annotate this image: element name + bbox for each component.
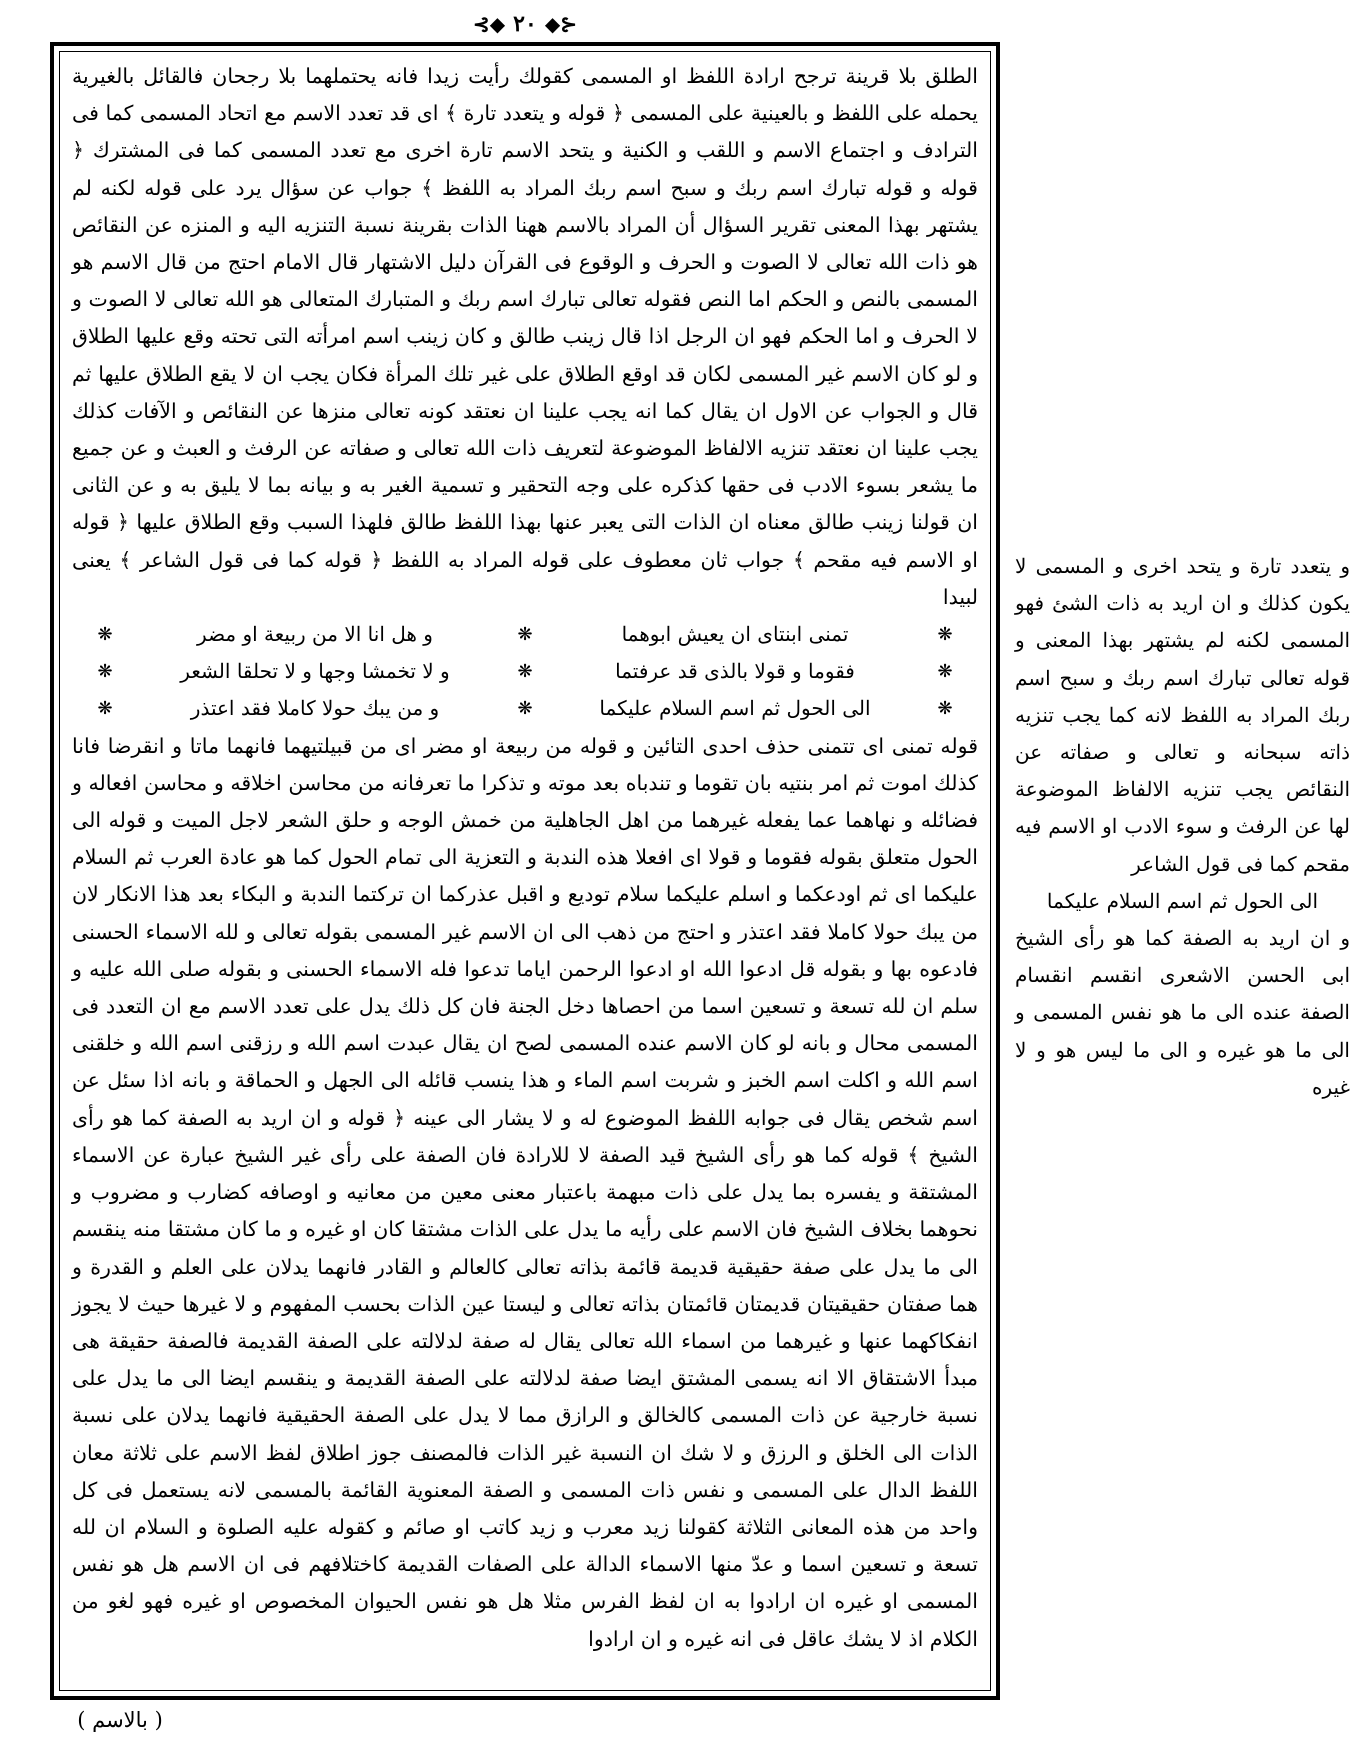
main-paragraph-2: قوله تمنى اى تتمنى حذف احدى التائين و قوله من ربيعة او مضر اى من قبيلتيهما فانهما ماتا و انقرضا فانا كذلك اموت ثم امر بنتيه بان تقوما و تندباه بعد موته و تذكرا ما تعرفانه من محاسن اخلاقه و محاسن افعاله و فضائله و نهاهما عما يفعله غيرهما من اهل الجاهلية من خمش الوجه و حلق الشعر لاجل الميت و قوله الى الحول متعلق بقوله فقوما و قولا اى افعلا هذه الندبة و التعزية الى تمام الحول كما هو عادة العرب ثم السلام عليكما اى ثم اودعكما و اسلم عليكما سلام توديع و اقبل عذركما ان تركتما الندبة و البكاء بعد هذا الانكار لان من يبك حولا كاملا فقد اعتذر و احتج من ذهب الى ان الاسم غير المسمى بقوله تعالى و لله الاسماء الحسنى فادعوه بها و بقوله قل ادعوا الله او ادعوا الرحمن اياما تدعوا فله الاسماء الحسنى و بقوله صلى الله عليه و سلم ان لله تسعة و تسعين اسما من احصاها دخل الجنة فان كل ذلك يدل على تعدد الاسم مع ان التعدد فى المسمى محال و بانه لو كان الاسم عنده المسمى لصح ان يقال عبدت اسم الله و رزقنى اسم الله و خلقنى اسم الله و اكلت اسم الخبز و شربت اسم الماء و هذا ينسب قائله الى الجهل و الحماقة و بانه اذا سئل عن اسم شخص يقال فى جوابه اللفظ الموضوع له و لا يشار الى عينه ﴿ قوله و ان اريد به الصفة كما هو رأى الشيخ ﴾ قوله كما هو رأى الشيخ قيد الصفة لا للارادة فان الصفة على رأى غير الشيخ عبارة عن الاسماء المشتقة و يفسره بما يدل على ذات مبهمة باعتبار معنى معين من معانيه و اوصافه كضارب و مضروب و نحوهما بخلاف الشيخ فان الاسم على رأيه ما يدل على الذات مشتقا كان او غيره و ما كان مشتقا منه ينقسم الى ما يدل على صفة حقيقية قديمة قائمة بذاته تعالى كالعالم و القادر فانهما يدلان على العلم و القدرة و هما صفتان حقيقيتان قديمتان قائمتان بذاته تعالى و ليستا عين الذات بحسب المفهوم و لا غيرها حيث لا يجوز انفكاكهما عنها و غيرهما من اسماء الله تعالى يقال له صفة لدلالته على الصفة القديمة فالصفة حقيقة هى مبدأ الاشتقاق الا انه يسمى المشتق ايضا صفة لدلالته على الصفة القديمة و ينقسم ايضا الى ما يدل على نسبة خارجية عن ذات المسمى كالخالق و الرازق مما لا يدل على الصفة الحقيقية فانهما يدلان على نسبة الذات الى الخلق و الرزق و لا شك ان النسبة غير الذات فالمصنف جوز اطلاق لفظ الاسم على ثلاثة معان اللفظ الدال على المسمى و نفس ذات المسمى و الصفة المعنوية القائمة بالمسمى لانه يستعمل فى كل واحد من هذه المعانى الثلاثة كقولنا زيد معرب و زيد كاتب او صائم و كقوله عليه الصلوة و السلام ان لله تسعة و تسعين اسما و عدّ منها الاسماء الدالة على الصفات القديمة كاختلافهم فى ان الاسم هل هو نفس المسمى او غيره ان ارادوا به ان لفظ الفرس مثلا هل هو نفس الحيوان المخصوص او غيره فهو لغو من الكلام اذ لا يشك عاقل فى انه غيره و ان ارادوا <box>72 733 978 1651</box>
verse-block <box>72 616 978 728</box>
page-number-text: ٢٠ <box>513 11 537 37</box>
verse-line <box>92 616 958 653</box>
margin-verse: الى الحول ثم اسم السلام عليكما <box>1046 888 1319 913</box>
verse-hemistich-second: و هل انا الا من ربيعة او مضر <box>197 622 433 647</box>
main-paragraph-1: الطلق بلا قرينة ترجح ارادة اللفظ او المسمى كقولك رأيت زيدا فانه يحتملهما بلا رجحان فالقائل بالغيرية يحمله على اللفظ و بالعينية على المسمى ﴿ قوله و يتعدد تارة ﴾ اى قد تعدد الاسم مع اتحاد المسمى كما فى الترادف و اجتماع الاسم و اللقب و الكنية و يتحد الاسم تارة اخرى مع تعدد المسمى كما فى المشترك ﴿ قوله و قوله تبارك اسم ربك و سبح اسم ربك المراد به اللفظ ﴾ جواب عن سؤال يرد على قوله لكنه لم يشتهر بهذا المعنى تقرير السؤال أن المراد بالاسم ههنا الذات بقرينة نسبة التنزيه اليه و المنزه عن النقائص هو ذات الله تعالى لا الصوت و الحرف و الوقوع فى القرآن دليل الاشتهار قال الامام احتج من قال الاسم هو المسمى بالنص و الحكم اما النص فقوله تعالى تبارك اسم ربك و المتبارك المتعالى هو الله تعالى لا الصوت و لا الحرف و اما الحكم فهو ان الرجل اذا قال زينب طالق و كان زينب اسم امرأته التى تحته وقع عليها الطلاق و لو كان الاسم غير المسمى لكان قد اوقع الطلاق على غير تلك المرأة فكان يجب ان لا يقع الطلاق عليها ثم قال و الجواب عن الاول ان يقال كما انه يجب علينا ان نعتقد كونه تعالى منزها عن النقائص و الآفات كذلك يجب علينا ان نعتقد تنزيه الالفاظ الموضوعة لتعريف ذات الله تعالى و صفاته عن الرفث و العبث و عن جميع ما يشعر بسوء الادب فى حقها كذكره على وجه التحقير و تسمية الغير به و بيانه بما لا يليق به و عن الثانى ان قولنا زينب طالق معناه ان الذات التى يعبر عنها بهذا اللفظ طالق فلهذا السبب وقع الطلاق عليها ﴿ قوله او الاسم فيه مقحم ﴾ جواب ثان معطوف على قوله المراد به اللفظ ﴿ قوله كما فى قول الشاعر ﴾ يعنى لبيدا <box>72 64 978 609</box>
margin-paragraph-2: و ان اريد به الصفة كما هو رأى الشيخ ابى الحسن الاشعرى انقسم انقسام الصفة عنده الى ما هو نفس المسمى و الى ما هو غيره و الى ما ليس هو و لا غيره <box>1015 926 1350 1099</box>
ornament-left-icon: ⊰◆ <box>473 12 506 36</box>
verse-star-icon: ❋ <box>517 698 533 720</box>
verse-star-icon: ❋ <box>517 624 533 646</box>
verse-line <box>92 690 958 727</box>
main-text-frame <box>50 42 1000 1700</box>
verse-hemistich-first: تمنى ابنتاى ان يعيش ابوهما <box>621 622 849 647</box>
ornament-right-icon: ◆⊱ <box>544 12 577 36</box>
verse-star-icon: ❋ <box>97 624 113 646</box>
verse-star-icon: ❋ <box>937 698 953 720</box>
verse-hemistich-first: الى الحول ثم اسم السلام عليكما <box>599 696 871 721</box>
verse-star-icon: ❋ <box>97 698 113 720</box>
verse-star-icon: ❋ <box>937 661 953 683</box>
verse-star-icon: ❋ <box>97 661 113 683</box>
page-number <box>460 8 590 40</box>
verse-hemistich-second: و من يبك حولا كاملا فقد اعتذر <box>190 696 440 721</box>
verse-star-icon: ❋ <box>517 661 533 683</box>
catchword: ( بالاسم ) <box>77 1708 163 1732</box>
verse-line <box>92 653 958 690</box>
verse-hemistich-first: فقوما و قولا بالذى قد عرفتما <box>615 659 855 684</box>
main-text-inner-frame <box>59 51 991 1691</box>
verse-hemistich-second: و لا تخمشا وجها و لا تحلقا الشعر <box>180 659 450 684</box>
margin-note <box>1015 548 1350 1106</box>
verse-star-icon: ❋ <box>937 624 953 646</box>
margin-paragraph-1: و يتعدد تارة و يتحد اخرى و المسمى لا يكون كذلك و ان اريد به ذات الشئ فهو المسمى لكنه لم يشتهر بهذا المعنى و قوله تعالى تبارك اسم ربك و سبح اسم ربك المراد به اللفظ لانه كما يجب تنزيه ذاته سبحانه و تعالى و صفاته عن النقائص يجب تنزيه الالفاظ الموضوعة لها عن الرفث و سوء الادب او الاسم فيه مقحم كما فى قول الشاعر <box>1015 554 1350 876</box>
